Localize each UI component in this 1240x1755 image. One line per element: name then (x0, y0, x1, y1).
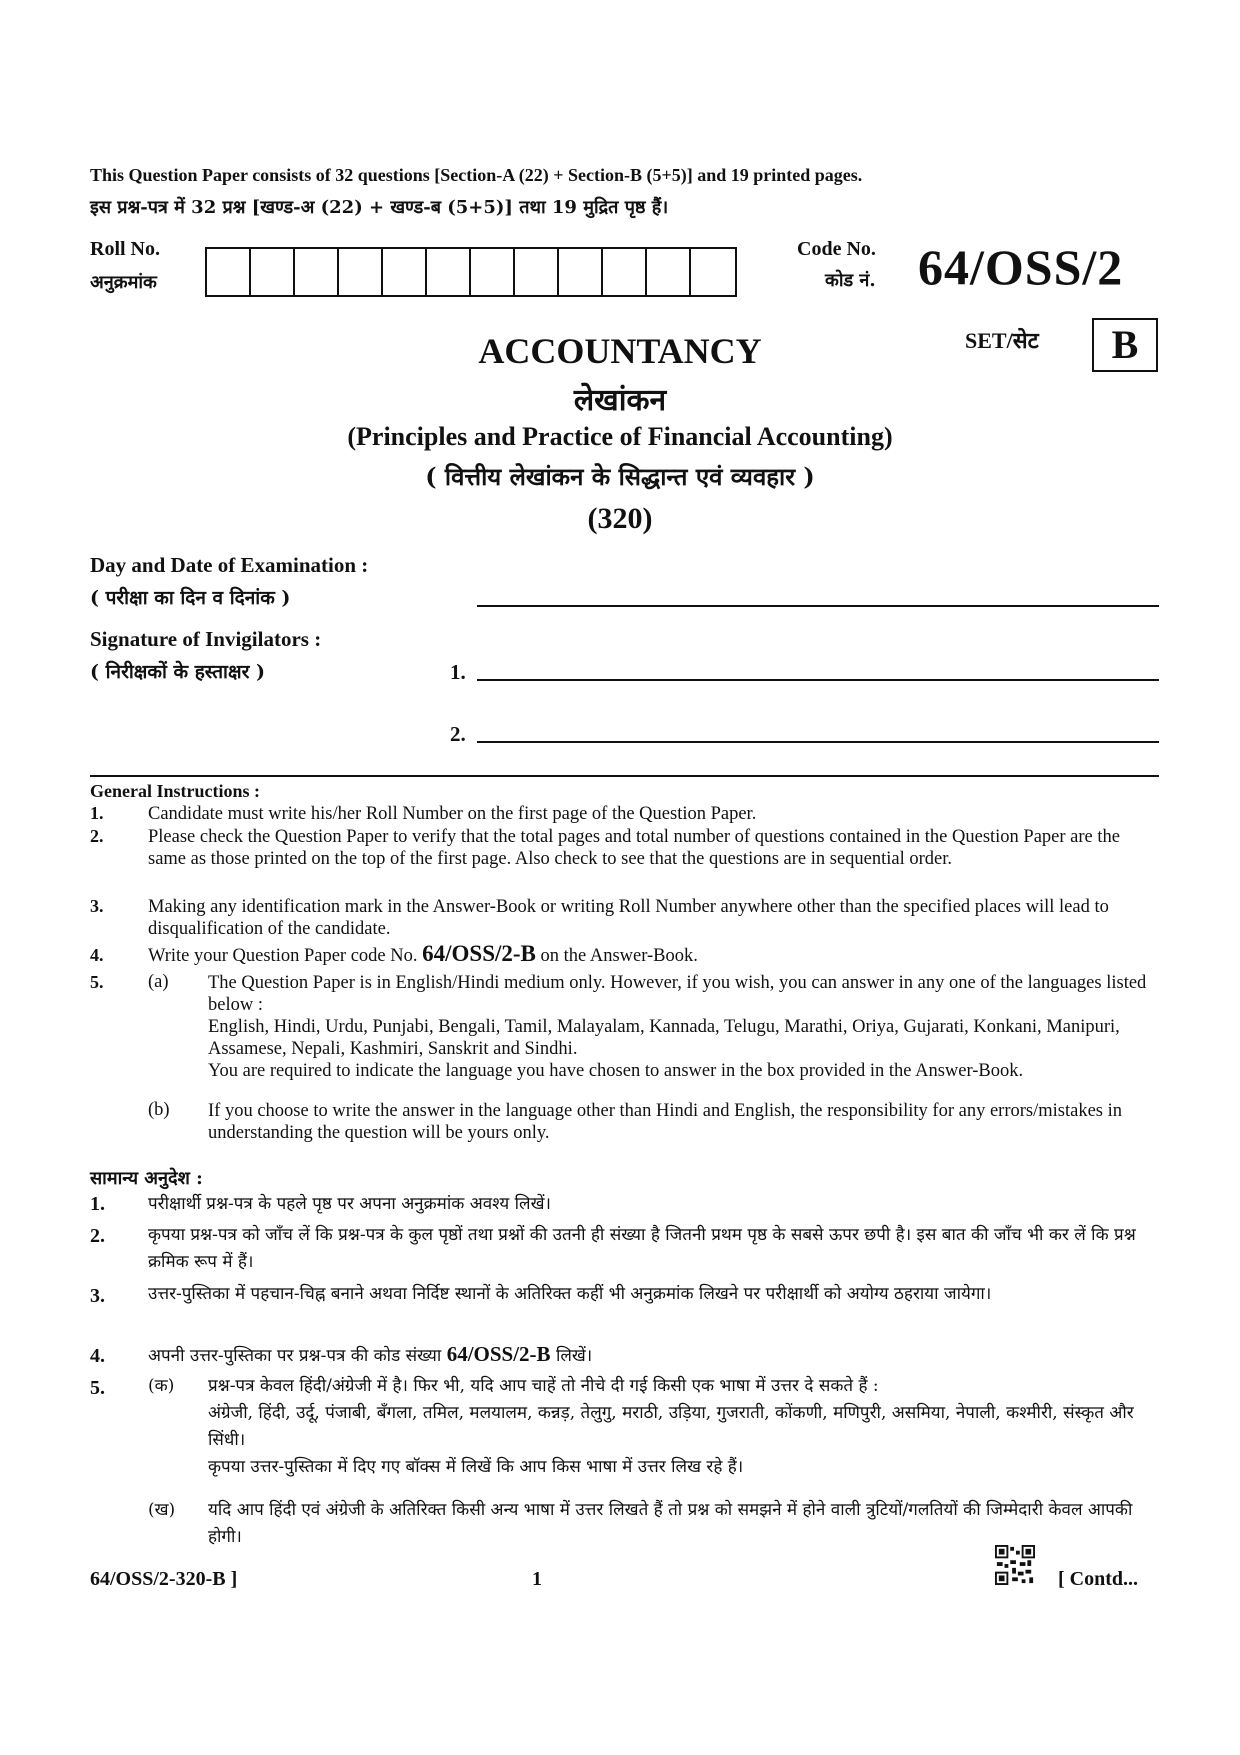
code-no-value: 64/OSS/2 (918, 239, 1124, 295)
instruction-text (148, 943, 1160, 967)
invigilator-signature-label: Signature of Invigilators : (90, 627, 322, 651)
signature-2-line[interactable] (477, 741, 1159, 743)
section-divider (90, 775, 1159, 777)
roll-digit-box[interactable] (515, 249, 559, 295)
paper-info-hindi: इस प्रश्न-पत्र में 32 प्रश्न [खण्ड-अ (22) + खण्ड-ब (5+5)] तथा 19 मुद्रित पृष्ठ हैं। (90, 197, 669, 218)
instruction-sub-text (208, 972, 1160, 1082)
general-instructions-heading: General Instructions : (90, 781, 260, 801)
qr-code-icon (995, 1545, 1035, 1585)
roll-number-boxes[interactable] (205, 247, 737, 297)
code-no-label-hindi: कोड नं. (825, 270, 876, 291)
set-value-box: B (1092, 318, 1158, 372)
hindi-instruction-text-part: अपनी उत्तर-पुस्तिका पर प्रश्न-पत्र की कोड संख्या (148, 1346, 447, 1366)
hindi-instruction-text-part: लिखें। (550, 1346, 593, 1366)
code-no-label: Code No. (797, 238, 876, 260)
signature-1-line[interactable] (477, 679, 1159, 681)
roll-digit-box[interactable] (251, 249, 295, 295)
hindi-instruction-number: 5. (90, 1377, 105, 1399)
instruction-number: 2. (90, 826, 104, 846)
subject-subtitle: (Principles and Practice of Financial Accounting) (347, 422, 893, 451)
hindi-instruction-text: उत्तर-पुस्तिका में पहचान-चिह्न बनाने अथवा निर्दिष्ट स्थानों के अतिरिक्त कहीं भी अनुक्रमांक लिखने पर परीक्षार्थी को अयोग्य ठहराया जायेगा। (148, 1284, 992, 1304)
roll-digit-box[interactable] (339, 249, 383, 295)
hindi-instruction-sub-text: यदि आप हिंदी एवं अंग्रेजी के अतिरिक्त किसी अन्य भाषा में उत्तर लिखते हैं तो प्रश्न को समझने में होने वाली त्रुटियों/गलतियों की जिम्मेदारी केवल आपकी होगी। (208, 1500, 1133, 1547)
roll-digit-box[interactable] (471, 249, 515, 295)
roll-digit-box[interactable] (383, 249, 427, 295)
instruction-number: 3. (90, 896, 104, 916)
hindi-instruction-number: 1. (90, 1193, 105, 1215)
hindi-instruction-text: परीक्षार्थी प्रश्न-पत्र के पहले पृष्ठ पर अपना अनुक्रमांक अवश्य लिखें। (148, 1194, 551, 1214)
set-label: SET/सेट (965, 328, 1039, 353)
instruction-text: Making any identification mark in the Answer-Book or writing Roll Number anywhere other than the specified places will lead to disqualification of the candidate. (148, 897, 1109, 939)
exam-date-label: Day and Date of Examination : (90, 553, 369, 577)
footer-paper-code: 64/OSS/2-320-B ] (90, 1568, 238, 1590)
subject-title-hindi: लेखांकन (573, 383, 667, 418)
roll-no-label: Roll No. (90, 238, 160, 260)
instruction-text-part: Write your Question Paper code No. (148, 946, 423, 966)
instruction-sub-letter: (a) (148, 972, 169, 992)
hindi-instruction-text (148, 1341, 1160, 1370)
footer-page-number: 1 (532, 1568, 542, 1590)
roll-digit-box[interactable] (603, 249, 647, 295)
paper-info-english: This Question Paper consists of 32 questions [Section-A (22) + Section-B (5+5)] and 19 printed pages. (90, 165, 863, 185)
roll-digit-box[interactable] (295, 249, 339, 295)
exam-date-label-hindi: ( परीक्षा का दिन व दिनांक ) (90, 587, 291, 609)
subject-subtitle-hindi: ( वित्तीय लेखांकन के सिद्धान्त एवं व्यवहार ) (425, 462, 815, 491)
roll-digit-box[interactable] (691, 249, 735, 295)
hindi-instruction-number: 3. (90, 1285, 105, 1307)
hindi-instruction-sub-letter: (ख) (148, 1500, 176, 1520)
subject-title: ACCOUNTANCY (478, 331, 762, 371)
exam-date-line[interactable] (477, 605, 1159, 607)
paper-code-inline-hindi: 64/OSS/2-B (446, 1342, 551, 1366)
hindi-instruction-text: कृपया प्रश्न-पत्र को जाँच लें कि प्रश्न-पत्र के कुल पृष्ठों तथा प्रश्नों की उतनी ही संख्या है जितनी प्रथम पृष्ठ के सबसे ऊपर छपी है। इस बात की जाँच भी कर लें कि प्रश्न क्रमिक रूप में हैं। (148, 1225, 1136, 1272)
roll-digit-box[interactable] (559, 249, 603, 295)
instruction-text-part: on the Answer-Book. (535, 946, 698, 966)
instruction-text: Candidate must write his/her Roll Number on the first page of the Question Paper. (148, 804, 757, 824)
hindi-instruction-number: 2. (90, 1225, 105, 1247)
instruction-sub-letter: (b) (148, 1100, 170, 1120)
hindi-instruction-sub-text-line: प्रश्न-पत्र केवल हिंदी/अंग्रेजी में है। फिर भी, यदि आप चाहें तो नीचे दी गई किसी एक भाषा में उत्तर दे सकते हैं : (208, 1376, 879, 1396)
paper-code-inline: 64/OSS/2-B (422, 941, 536, 966)
roll-digit-box[interactable] (647, 249, 691, 295)
instruction-number: 5. (90, 972, 104, 992)
instruction-sub-text-line: The Question Paper is in English/Hindi medium only. However, if you wish, you can answer in any one of the languages listed below : (208, 973, 1147, 1015)
subject-code: (320) (587, 502, 653, 535)
roll-no-label-hindi: अनुक्रमांक (90, 272, 157, 293)
hindi-instructions-heading: सामान्य अनुदेश : (90, 1168, 203, 1189)
instruction-sub-text: If you choose to write the answer in the language other than Hindi and English, the responsibility for any errors/mistakes in understanding the question will be yours only. (208, 1101, 1122, 1143)
footer-continued: [ Contd... (1058, 1568, 1139, 1590)
hindi-instruction-number: 4. (90, 1345, 105, 1367)
hindi-instruction-sub-note: कृपया उत्तर-पुस्तिका में दिए गए बॉक्स में लिखें कि आप किस भाषा में उत्तर लिख रहे हैं। (208, 1457, 744, 1477)
instruction-number: 4. (90, 945, 104, 965)
hindi-instruction-sub-text (208, 1373, 1160, 1481)
hindi-instruction-sub-letter: (क) (148, 1376, 175, 1396)
roll-digit-box[interactable] (427, 249, 471, 295)
signature-1-number: 1. (450, 660, 466, 684)
hindi-language-list: अंग्रेजी, हिंदी, उर्दू, पंजाबी, बँगला, तमिल, मलयालम, कन्नड़, तेलुगु, मराठी, उड़िया, गुजराती, कोंकणी, मणिपुरी, असमिया, नेपाली, कश्मीरी, संस्कृत और सिंधी। (208, 1403, 1134, 1450)
language-list: English, Hindi, Urdu, Punjabi, Bengali, Tamil, Malayalam, Kannada, Telugu, Marathi, Oriya, Gujarati, Konkani, Manipuri, Assamese, Nepali, Kashmiri, Sanskrit and Sindhi. (208, 1017, 1120, 1059)
instruction-sub-note: You are required to indicate the language you have chosen to answer in the box provided in the Answer-Book. (208, 1061, 1024, 1081)
signature-2-number: 2. (450, 722, 466, 746)
instruction-text: Please check the Question Paper to verify that the total pages and total number of questions contained in the Question Paper are the same as those printed on the top of the first page. Also check to see that the questions are in sequential order. (148, 827, 1120, 869)
roll-digit-box[interactable] (207, 249, 251, 295)
instruction-number: 1. (90, 803, 104, 823)
invigilator-signature-label-hindi: ( निरीक्षकों के हस्ताक्षर ) (90, 661, 265, 683)
